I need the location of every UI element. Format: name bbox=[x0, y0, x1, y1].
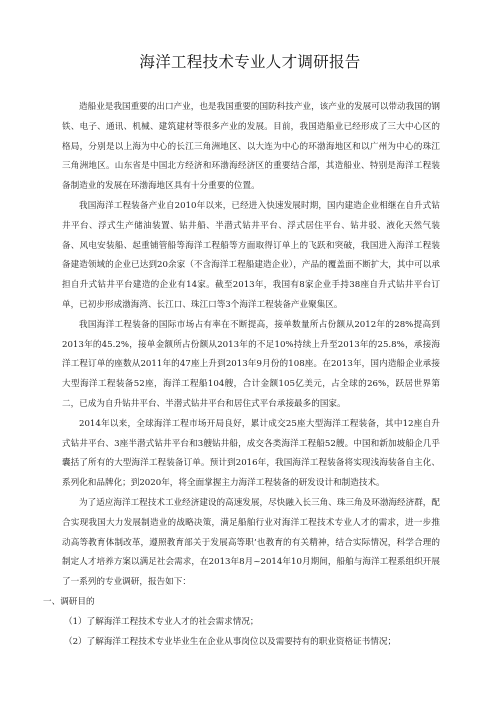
section-heading-survey-purpose: 一、调研目的 bbox=[43, 596, 95, 607]
paragraph-market-share: 我国海洋工程装备的国际市场占有率在不断提高，接单数量所占份额从2012年的28%提高到2013年的45.2%，接单金额所占份额从2013年的不足10%持续上升至2013年的25.8%，承接海洋工程订单的座数从2011年的47座上升到2013年9月份的108座。在2013年，国内造船企业承接大型海洋工程装备52座，海洋工程船104艘，合计金额105亿美元，占全球的26%，跃居世界第二，已成为自升钻井平台、半潜式钻井平台和居住式平台承接最多的国家。 bbox=[62, 319, 440, 409]
paragraph-survey-purpose-intro: 为了适应海洋工程技术工业经济建设的高速发展，尽快融入长三角、珠三角及环渤海经济群，配合实现我国大力发展制造业的战略决策，满足船舶行业对海洋工程技术专业人才的需求，进一步推动高等教育体制改革，遵照教育部关于发展高等职’也教育的有关精神，结合实际情况，科学合理的制定人才培养方案以满足社会需求，在2013年8月~2014年10月期间，船舶与海洋工程系组织开展了一系列的专业调研，报告如下： bbox=[62, 497, 440, 588]
document-body bbox=[43, 98, 440, 652]
paragraph-shipbuilding-overview: 造船业是我国重要的出口产业，也是我国重要的国防科技产业，该产业的发展可以带动我国的钢铁、电子、通讯、机械、建筑建材等很多产业的发展。目前，我国造船业已经形成了三大中心区的格局，分别是以上海为中心的长江三角洲地区、以大连为中心的环渤海地区和以广州为中心的珠江三角洲地区。山东省是中国北方经济和环渤海经济区的重要结合部，其造船业、特别是海洋工程装备制造业的发展在环渤海地区具有十分重要的位置。 bbox=[62, 102, 440, 192]
list-item-talent-demand: （1）了解海洋工程技术专业人才的社会需求情况； bbox=[64, 616, 259, 627]
paragraph-offshore-industry-growth: 我国海洋工程装备产业自2010年以来，已经进入快速发展时期，国内建造企业相继在自升式钻井平台、浮式生产储油装置、钻井船、半潜式钻井平台、浮式居住平台、钻井驳、液化天然气装备、风电安装船、起重铺管船等海洋工程船等方面取得订单上的飞跃和突破，我国进入海洋工程装备建造领域的企业已达到20余家（不含海洋工程船建造企业），产品的覆盖面不断扩大，其中可以承担自升式钻井平台建造的企业有14家。截至2013年，我国有8家企业手持38座自升式钻井平台订单，已初步形成渤海湾、长江口、珠江口等3个海洋工程装备产业聚集区。 bbox=[62, 200, 440, 310]
paragraph-2014-market: 2014年以来，全球海洋工程市场开局良好，累计成交25座大型海洋工程装备，其中12座自升式钻井平台、3座半潜式钻井平台和3艘钻井船，成交各类海洋工程船52艘。中国和新加坡船企几乎囊括了所有的大型海洋工程装备订单。预计到2016年，我国海洋工程装备将实现浅海装备自主化、系列化和品牌化；到2020年，将全面掌握主力海洋工程装备的研发设计和制造技术。 bbox=[62, 418, 440, 489]
document-title: 海洋工程技术专业人才调研报告 bbox=[139, 53, 361, 71]
list-item-positions-certificates: （2）了解海洋工程技术专业毕业生在企业从事岗位以及需要持有的职业资格证书情况； bbox=[64, 636, 397, 647]
